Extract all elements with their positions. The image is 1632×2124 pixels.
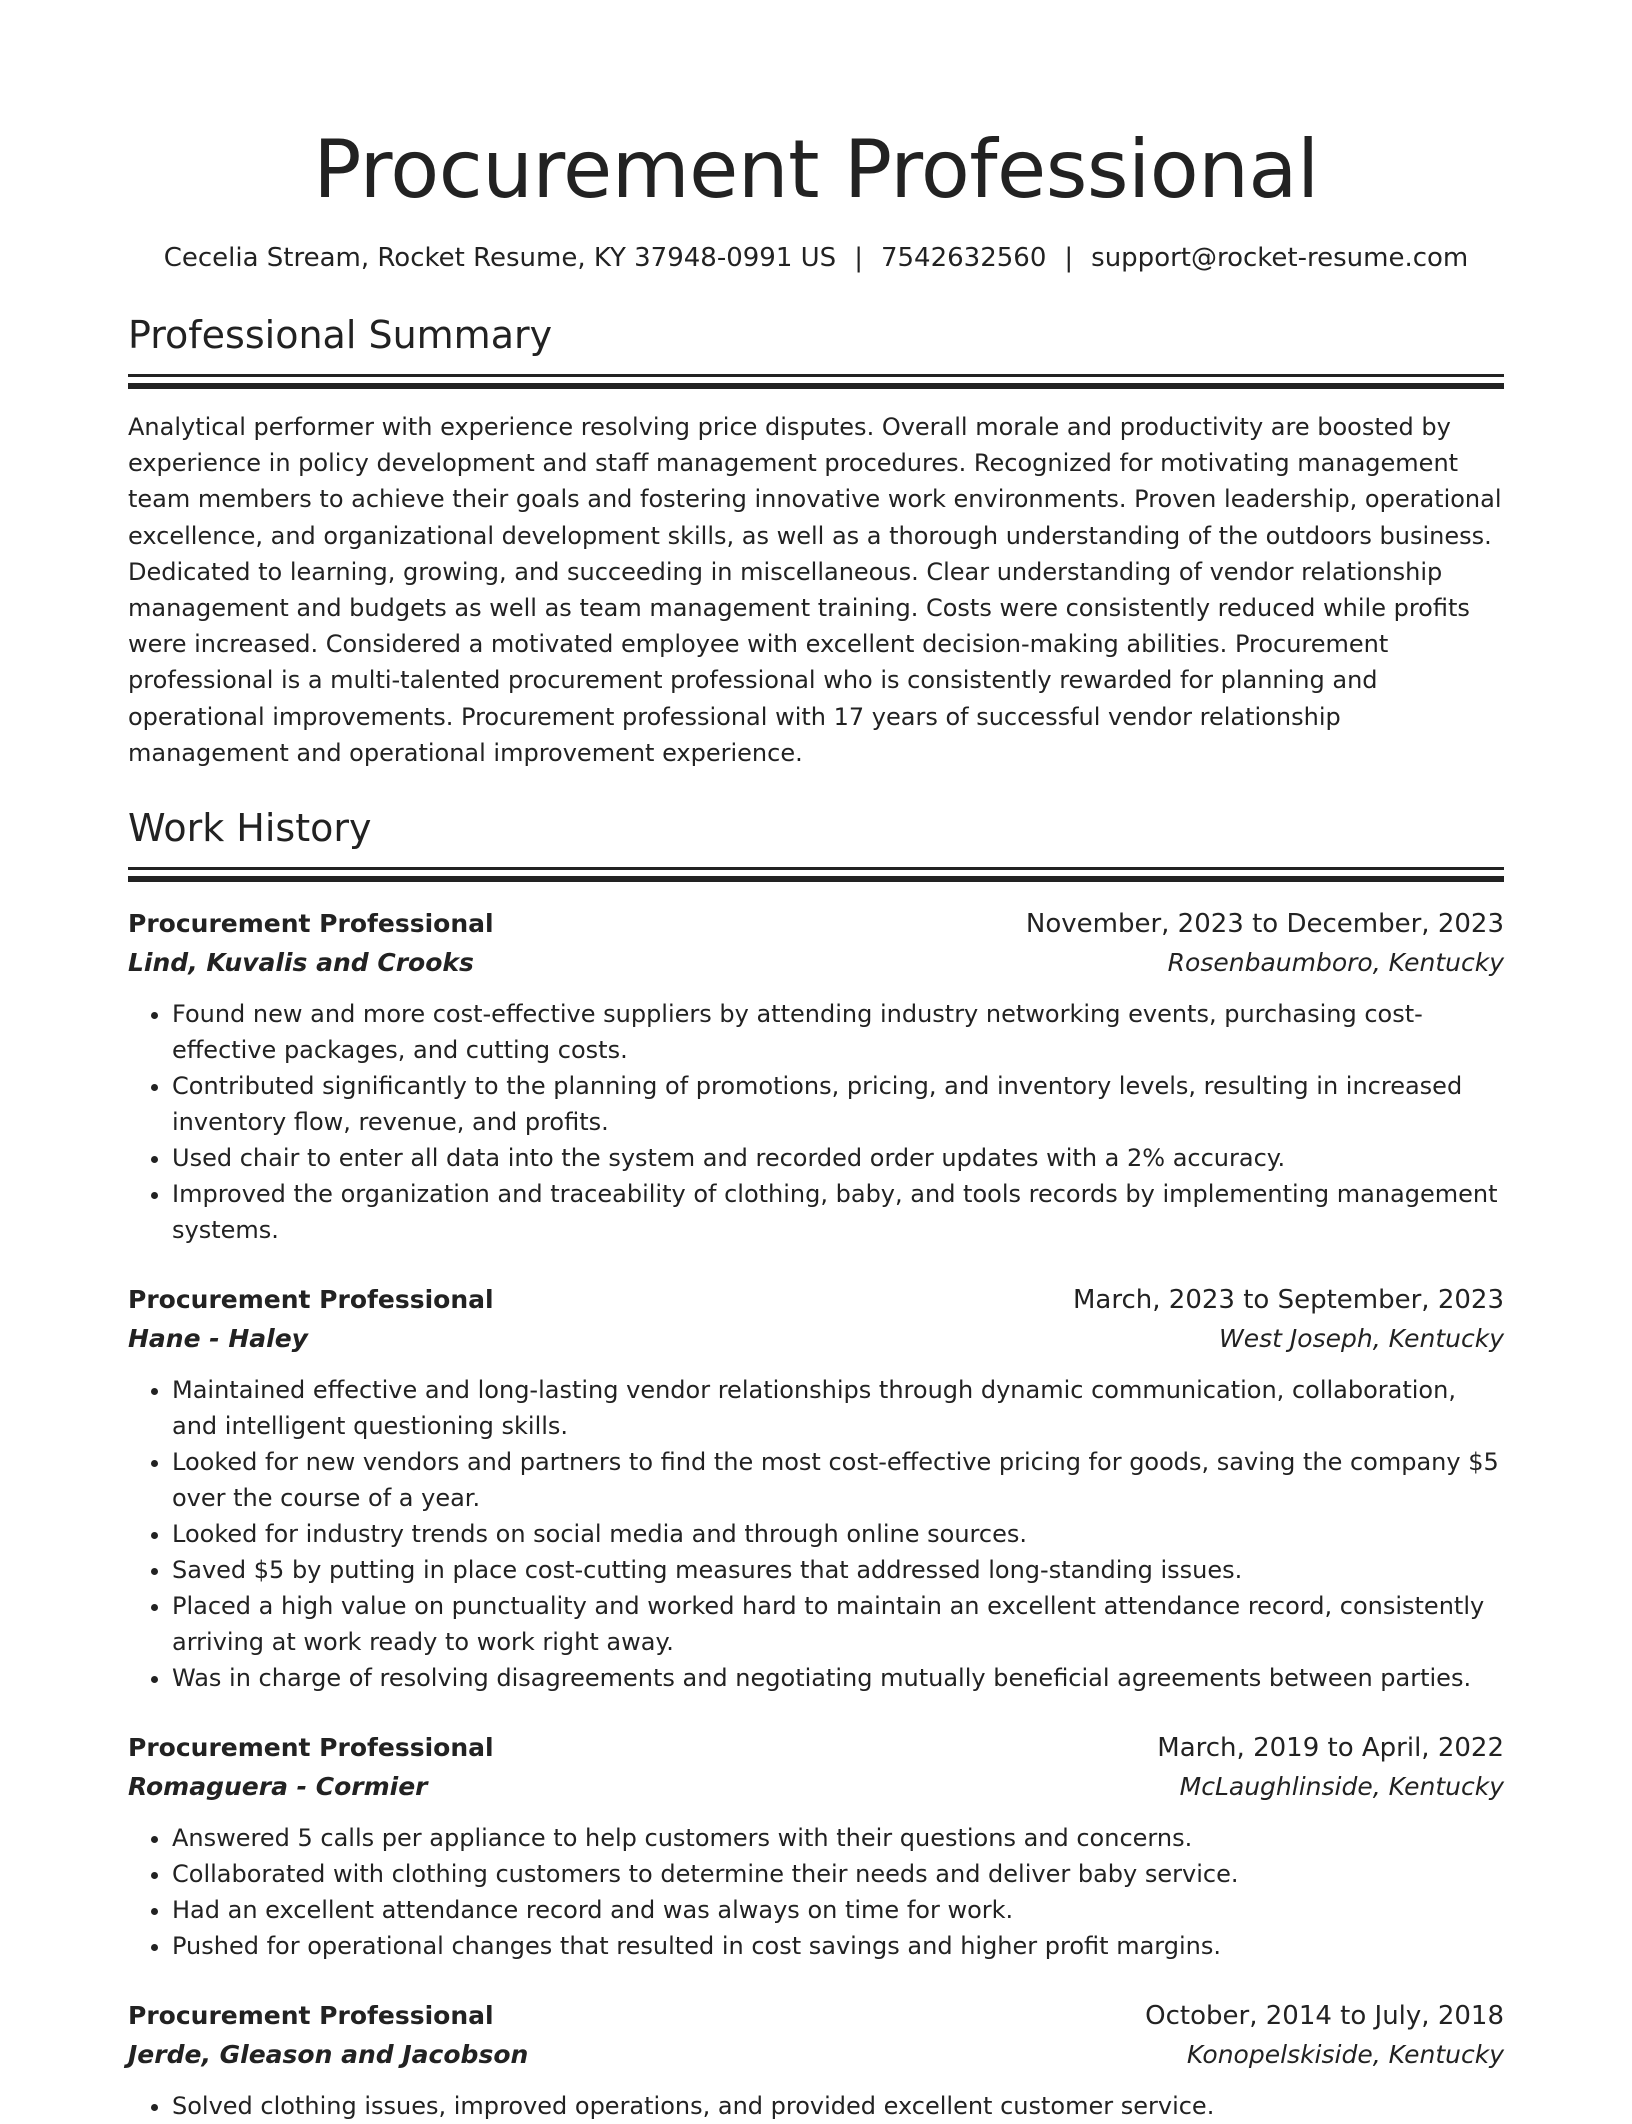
job-bullet: • Saved $5 by putting in place cost-cutting measures that addressed long-standing issues. — [172, 1552, 1504, 1588]
job-dates: November, 2023 to December, 2023 — [1025, 909, 1504, 940]
resume-page — [128, 0, 1504, 2124]
job-header-row — [128, 1728, 1504, 1767]
job-bullet-list — [128, 996, 1504, 1248]
work-history-section — [128, 803, 1504, 2124]
professional-summary-section — [128, 310, 1504, 771]
job-bullet: • Looked for new vendors and partners to find the most cost-effective pricing for goods, saving the company $5 over the course of a year. — [172, 1444, 1504, 1516]
contact-email: support@rocket-resume.com — [1091, 243, 1469, 273]
job-bullet: • Collaborated with clothing customers to determine their needs and deliver baby service. — [172, 1856, 1504, 1892]
section-divider-thin — [128, 867, 1504, 870]
job-bullet: • Solved clothing issues, improved operations, and provided excellent customer service. — [172, 2088, 1504, 2124]
section-divider-thick — [128, 383, 1504, 389]
job-bullet-list — [128, 2088, 1504, 2124]
job-company: Jerde, Gleason and Jacobson — [128, 2040, 529, 2070]
job-header-row — [128, 1280, 1504, 1319]
job-entry — [128, 1728, 1504, 1964]
job-location: West Joseph, Kentucky — [1219, 1324, 1504, 1354]
section-title-summary: Professional Summary — [128, 313, 553, 357]
job-entry — [128, 1996, 1504, 2124]
job-dates: March, 2019 to April, 2022 — [1157, 1733, 1504, 1764]
job-company: Hane - Haley — [128, 1324, 308, 1354]
job-company: Romaguera - Cormier — [128, 1772, 428, 1802]
contact-line — [128, 240, 1504, 276]
job-bullet: • Looked for industry trends on social media and through online sources. — [172, 1516, 1504, 1552]
job-location: McLaughlinside, Kentucky — [1179, 1772, 1504, 1802]
job-entry — [128, 904, 1504, 1248]
job-location: Konopelskiside, Kentucky — [1186, 2040, 1504, 2070]
job-dates: October, 2014 to July, 2018 — [1145, 2001, 1504, 2032]
section-divider-thick — [128, 876, 1504, 882]
job-title: Procurement Professional — [128, 1733, 494, 1763]
job-company-row — [128, 2035, 1504, 2074]
job-bullet: • Improved the organization and traceability of clothing, baby, and tools records by implementing management systems. — [172, 1176, 1504, 1248]
job-bullet: • Answered 5 calls per appliance to help customers with their questions and concerns. — [172, 1820, 1504, 1856]
job-bullet: • Found new and more cost-effective suppliers by attending industry networking events, purchasing cost-effective packages, and cutting costs. — [172, 996, 1504, 1068]
job-location: Rosenbaumboro, Kentucky — [1167, 948, 1504, 978]
job-company: Lind, Kuvalis and Crooks — [128, 948, 474, 978]
job-bullet: • Maintained effective and long-lasting vendor relationships through dynamic communication, collaboration, and intelligent questioning skills. — [172, 1372, 1504, 1444]
resume-name: Procurement Professional — [313, 123, 1319, 216]
section-divider-thin — [128, 374, 1504, 377]
section-title-work-history: Work History — [128, 806, 372, 851]
job-bullet: • Had an excellent attendance record and was always on time for work. — [172, 1892, 1504, 1928]
job-bullet-list — [128, 1820, 1504, 1964]
job-header-row — [128, 904, 1504, 943]
job-bullet: • Contributed significantly to the planning of promotions, pricing, and inventory levels, resulting in increased inventory flow, revenue, and profits. — [172, 1068, 1504, 1140]
job-company-row — [128, 943, 1504, 982]
job-header-row — [128, 1996, 1504, 2035]
job-bullet: • Pushed for operational changes that resulted in cost savings and higher profit margins. — [172, 1928, 1504, 1964]
job-bullet: • Used chair to enter all data into the system and recorded order updates with a 2% accuracy. — [172, 1140, 1504, 1176]
summary-text: Analytical performer with experience resolving price disputes. Overall morale and productivity are boosted by experience in policy development and staff management procedures. Recognized for motivating management team members to achieve their goals and fostering innovative work environments. Proven leadership, operational excellence, and organizational development skills, as well as a thorough understanding of the outdoors business. Dedicated to learning, growing, and succeeding in miscellaneous. Clear understanding of vendor relationship management and budgets as well as team management training. Costs were consistently reduced while profits were increased. Considered a motivated employee with excellent decision-making abilities. Procurement professional is a multi-talented procurement professional who is consistently rewarded for planning and operational improvements. Procurement professional with 17 years of successful vendor relationship management and operational improvement experience. — [128, 413, 1502, 767]
job-company-row — [128, 1319, 1504, 1358]
job-title: Procurement Professional — [128, 909, 494, 939]
job-company-row — [128, 1767, 1504, 1806]
job-entry — [128, 1280, 1504, 1696]
job-dates: March, 2023 to September, 2023 — [1073, 1285, 1504, 1316]
job-title: Procurement Professional — [128, 2001, 494, 2031]
contact-separator: | — [854, 243, 863, 273]
contact-address: Cecelia Stream, Rocket Resume, KY 37948-0991 US — [163, 243, 837, 273]
job-bullet: • Was in charge of resolving disagreements and negotiating mutually beneficial agreements between parties. — [172, 1660, 1504, 1696]
contact-separator: | — [1064, 243, 1074, 273]
contact-phone: 7542632560 — [880, 243, 1047, 273]
job-title: Procurement Professional — [128, 1285, 494, 1315]
job-bullet-list — [128, 1372, 1504, 1696]
job-bullet: • Placed a high value on punctuality and worked hard to maintain an excellent attendance record, consistently arriving at work ready to work right away. — [172, 1588, 1504, 1660]
